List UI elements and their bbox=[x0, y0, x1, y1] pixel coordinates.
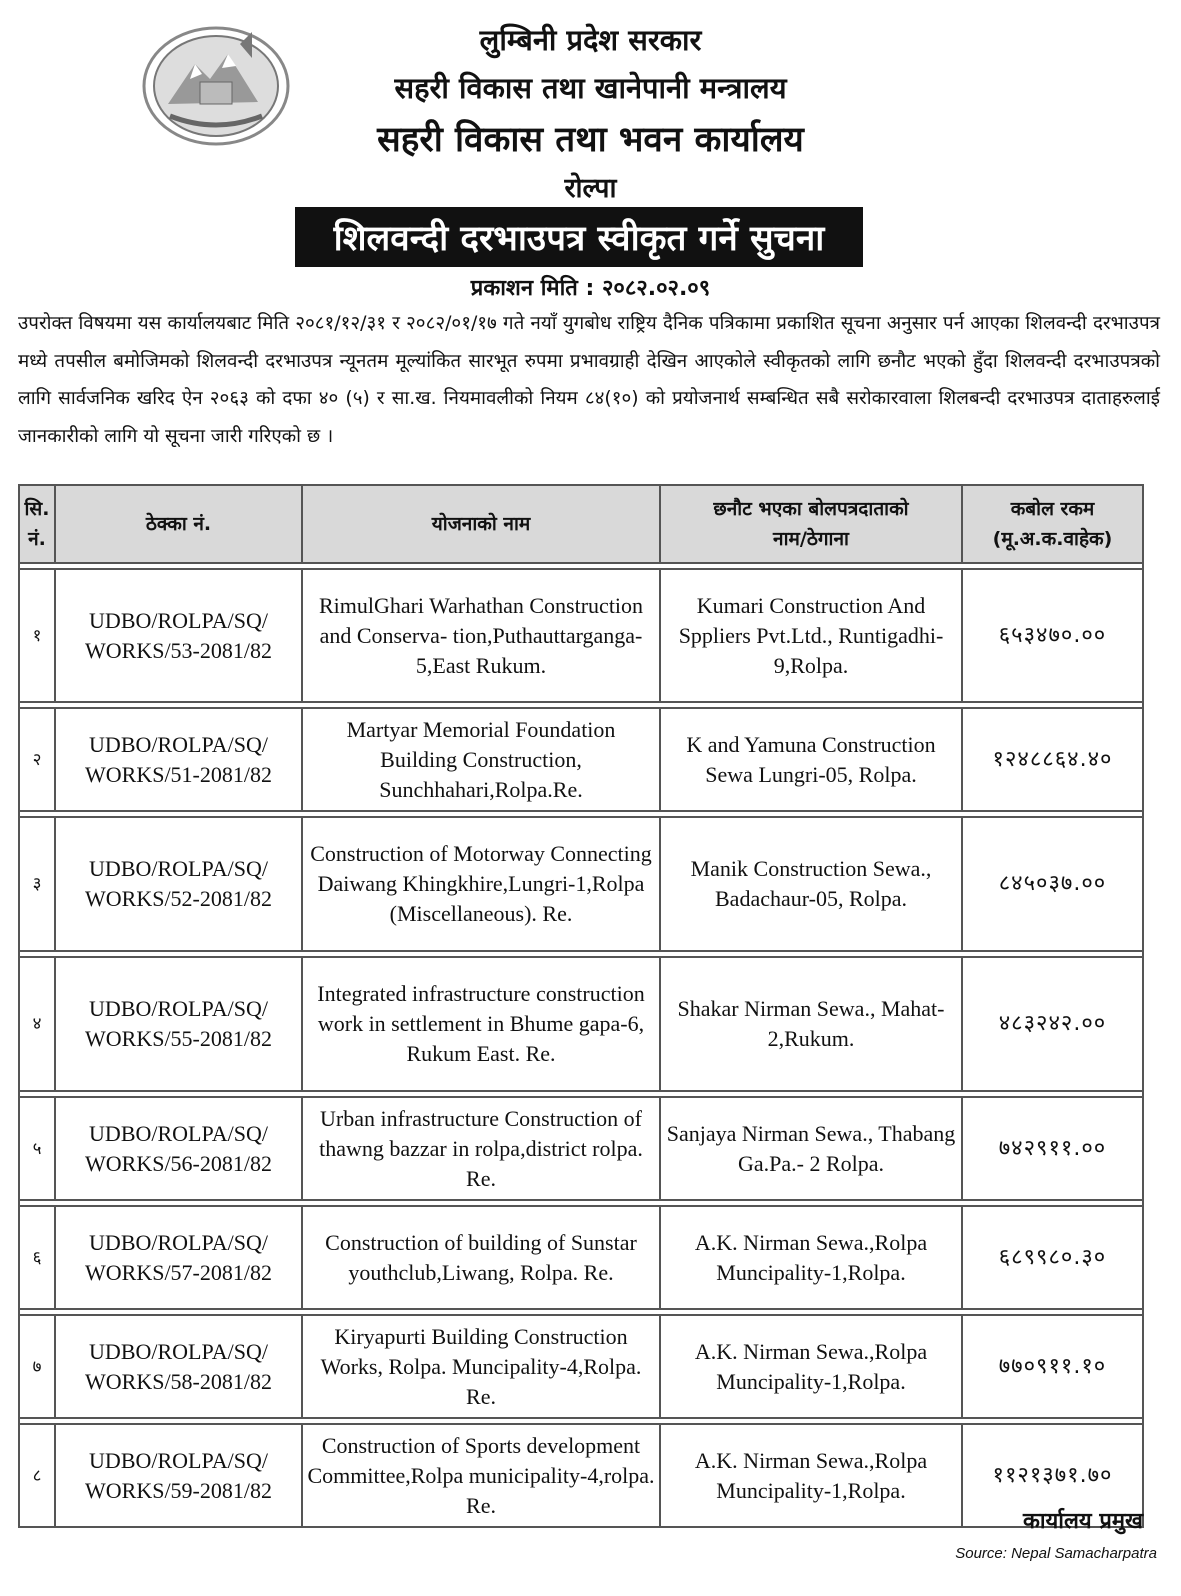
cell-contract-line2: WORKS/56-2081/82 bbox=[85, 1150, 272, 1176]
col-header-bidder-line1: छनौट भएका बोलपत्रदाताको bbox=[713, 498, 909, 520]
cell-contract-line1: UDBO/ROLPA/SQ/ bbox=[89, 1120, 268, 1146]
cell-contract-line1: UDBO/ROLPA/SQ/ bbox=[89, 856, 268, 881]
col-header-sn bbox=[19, 485, 55, 563]
cell-contract bbox=[55, 817, 302, 951]
col-header-project: योजनाको नाम bbox=[302, 485, 660, 563]
table-row bbox=[19, 1315, 1143, 1418]
cell-contract bbox=[55, 957, 302, 1091]
district-name: रोल्पा bbox=[564, 173, 617, 204]
cell-bidder: Kumari Construction And Sppliers Pvt.Ltd., Runtigadhi-9,Rolpa. bbox=[660, 569, 962, 702]
cell-bidder: Shakar Nirman Sewa., Mahat-2,Rukum. bbox=[660, 957, 962, 1091]
cell-contract-line2: WORKS/59-2081/82 bbox=[85, 1477, 272, 1503]
table-row bbox=[19, 817, 1143, 951]
cell-contract bbox=[55, 1424, 302, 1527]
table-header-row bbox=[19, 485, 1143, 563]
cell-amount: ११२१३७१.७० bbox=[962, 1424, 1143, 1527]
notice-header bbox=[0, 14, 1181, 301]
cell-amount: १२४८८६४.४० bbox=[962, 708, 1143, 811]
cell-amount: ७४२९११.०० bbox=[962, 1097, 1143, 1200]
cell-project: Construction of Motorway Connecting Daiwang Khingkhire,Lungri-1,Rolpa (Miscellaneous). Re. bbox=[302, 817, 660, 951]
cell-contract-line2: WORKS/51-2081/82 bbox=[85, 761, 272, 787]
col-header-bidder bbox=[660, 485, 962, 563]
cell-contract bbox=[55, 569, 302, 702]
table-row bbox=[19, 957, 1143, 1091]
cell-sn: ७ bbox=[19, 1315, 55, 1418]
cell-contract-line2: WORKS/58-2081/82 bbox=[85, 1368, 272, 1394]
cell-amount: ८४५०३७.०० bbox=[962, 817, 1143, 951]
cell-bidder: Manik Construction Sewa., Badachaur-05, Rolpa. bbox=[660, 817, 962, 951]
table-row bbox=[19, 1097, 1143, 1200]
selected-bids-table bbox=[18, 484, 1144, 1528]
cell-bidder: A.K. Nirman Sewa.,Rolpa Muncipality-1,Rolpa. bbox=[660, 1206, 962, 1309]
cell-contract-line2: WORKS/57-2081/82 bbox=[85, 1259, 272, 1285]
cell-sn: १ bbox=[19, 569, 55, 702]
cell-sn: ५ bbox=[19, 1097, 55, 1200]
cell-contract-line2: WORKS/52-2081/82 bbox=[85, 886, 272, 911]
cell-sn: ६ bbox=[19, 1206, 55, 1309]
cell-project: RimulGhari Warhathan Construction and Conserva- tion,Puthauttarganga-5,East Rukum. bbox=[302, 569, 660, 702]
cell-contract-line1: UDBO/ROLPA/SQ/ bbox=[89, 996, 268, 1021]
ministry-name: सहरी विकास तथा खानेपानी मन्त्रालय bbox=[394, 71, 787, 105]
cell-sn: ४ bbox=[19, 957, 55, 1091]
cell-bidder: Sanjaya Nirman Sewa., Thabang Ga.Pa.- 2 Rolpa. bbox=[660, 1097, 962, 1200]
cell-amount: ७७०९११.१० bbox=[962, 1315, 1143, 1418]
cell-amount: ६८९९८०.३० bbox=[962, 1206, 1143, 1309]
cell-project: Construction of Sports development Committee,Rolpa municipality-4,rolpa. Re. bbox=[302, 1424, 660, 1527]
province-government: लुम्बिनी प्रदेश सरकार bbox=[479, 23, 702, 57]
notice-title: शिलवन्दी दरभाउपत्र स्वीकृत गर्ने सुचना bbox=[295, 207, 863, 267]
cell-project: Kiryapurti Building Construction Works, Rolpa. Muncipality-4,Rolpa. Re. bbox=[302, 1315, 660, 1418]
cell-contract-line1: UDBO/ROLPA/SQ/ bbox=[89, 607, 268, 633]
cell-sn: ३ bbox=[19, 817, 55, 951]
cell-contract bbox=[55, 708, 302, 811]
col-header-sn-line2: नं. bbox=[28, 528, 46, 550]
cell-bidder: A.K. Nirman Sewa.,Rolpa Muncipality-1,Rolpa. bbox=[660, 1424, 962, 1527]
cell-contract-line1: UDBO/ROLPA/SQ/ bbox=[89, 731, 268, 757]
cell-contract bbox=[55, 1315, 302, 1418]
cell-contract bbox=[55, 1206, 302, 1309]
office-chief-signature: कार्यालय प्रमुख bbox=[1022, 1509, 1143, 1534]
cell-contract-line2: WORKS/55-2081/82 bbox=[85, 1026, 272, 1051]
table-row bbox=[19, 569, 1143, 702]
publication-date: प्रकाशन मिति : २०८२.०२.०९ bbox=[470, 276, 711, 301]
cell-contract-line1: UDBO/ROLPA/SQ/ bbox=[89, 1447, 268, 1473]
table-row bbox=[19, 1424, 1143, 1527]
cell-amount: ६५३४७०.०० bbox=[962, 569, 1143, 702]
col-header-amount-line2: (मू.अ.क.वाहेक) bbox=[992, 528, 1113, 550]
cell-project: Martyar Memorial Foundation Building Construction, Sunchhahari,Rolpa.Re. bbox=[302, 708, 660, 811]
source-credit: Source: Nepal Samacharpatra bbox=[955, 1545, 1157, 1562]
cell-bidder: K and Yamuna Construction Sewa Lungri-05, Rolpa. bbox=[660, 708, 962, 811]
cell-contract bbox=[55, 1097, 302, 1200]
cell-contract-line2: WORKS/53-2081/82 bbox=[85, 637, 272, 663]
col-header-sn-line1: सि. bbox=[24, 498, 50, 520]
cell-project: Urban infrastructure Construction of thawng bazzar in rolpa,district rolpa. Re. bbox=[302, 1097, 660, 1200]
col-header-contract: ठेक्का नं. bbox=[55, 485, 302, 563]
intro-paragraph: उपरोक्त विषयमा यस कार्यालयबाट मिति २०८१/१२/३१ र २०८२/०१/१७ गते नयाँ युगबोध राष्ट्रिय दैनिक पत्रिकामा प्रकाशित सूचना अनुसार पर्न आएका शिलवन्दी दरभाउपत्र मध्ये तपसील बमोजिमको शिलवन्दी दरभाउपत्र न्यूनतम मूल्यांकित सारभूत रुपमा प्रभावग्राही देखिन आएकोले स्वीकृतको लागि छनौट भएको हुँदा शिलवन्दी दरभाउपत्रको लागि सार्वजनिक खरिद ऐन २०६३ को दफा ४० (५) र सा.ख. नियमावलीको नियम ८४(१०) को प्रयोजनार्थ सम्बन्धित सबै सरोकारवाला शिलबन्दी दरभाउपत्र दाताहरुलाई जानकारीको लागि यो सूचना जारी गरिएको छ । bbox=[18, 313, 1160, 447]
table-body bbox=[19, 563, 1143, 1527]
cell-sn: ८ bbox=[19, 1424, 55, 1527]
table-row bbox=[19, 708, 1143, 811]
office-name: सहरी विकास तथा भवन कार्यालय bbox=[377, 120, 804, 160]
cell-project: Construction of building of Sunstar youthclub,Liwang, Rolpa. Re. bbox=[302, 1206, 660, 1309]
col-header-bidder-line2: नाम/ठेगाना bbox=[773, 528, 849, 550]
col-header-amount-line1: कबोल रकम bbox=[1010, 498, 1095, 520]
cell-bidder: A.K. Nirman Sewa.,Rolpa Muncipality-1,Rolpa. bbox=[660, 1315, 962, 1418]
cell-amount: ४८३२४२.०० bbox=[962, 957, 1143, 1091]
cell-contract-line1: UDBO/ROLPA/SQ/ bbox=[89, 1229, 268, 1255]
col-header-amount bbox=[962, 485, 1143, 563]
cell-project: Integrated infrastructure construction work in settlement in Bhume gapa-6, Rukum East. Re. bbox=[302, 957, 660, 1091]
cell-contract-line1: UDBO/ROLPA/SQ/ bbox=[89, 1338, 268, 1364]
cell-sn: २ bbox=[19, 708, 55, 811]
table-row bbox=[19, 1206, 1143, 1309]
